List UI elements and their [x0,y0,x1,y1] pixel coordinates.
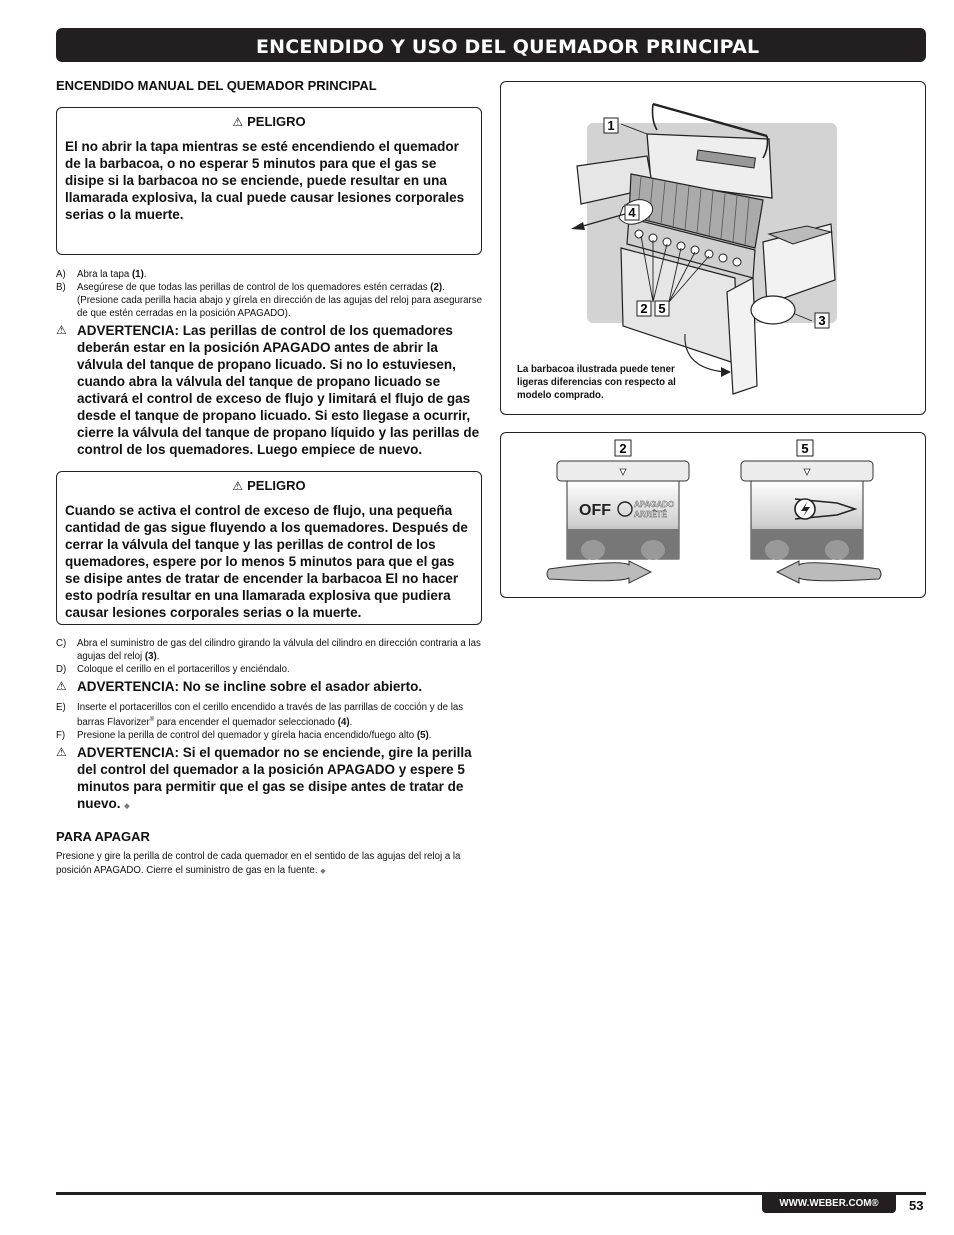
callout-1-label: 1 [607,118,615,133]
warning-triangle-icon: ⚠ [232,115,244,129]
end-diamond-icon: ◆ [320,868,326,876]
danger-text: El no abrir la tapa mientras se esté encendiendo el quemador de la barbacoa, o no esperar 5 minutos para que el gas se disipe si la barbacoa no se enciende, puede resultar en una llamarada explosiva, la cual puede causar lesiones corporales serias o la muerte. [65,139,465,222]
callout-3-label: 3 [818,313,826,328]
page-number: 53 [909,1198,924,1213]
callout-2-label: 2 [619,441,627,456]
knob-figure [500,432,926,598]
section-off-text: Presione y gire la perilla de control de cada quemador en el sentido de las agujas del reloj a la posición APAGADO. Cierre el suministro de gas en la fuente. ◆ [56,851,461,877]
step-c: C) Abra el suministro de gas del cilindro girando la válvula del cilindro en dirección contraria a las agujas del reloj (3). [56,638,481,662]
step-f: F) Presione la perilla de control del quemador y gírela hacia encendido/fuego alto (5). [56,730,432,742]
apagado-label: APAGADO [634,500,675,509]
section-heading-manual: ENCENDIDO MANUAL DEL QUEMADOR PRINCIPAL [56,78,377,93]
counterclockwise-arrow-icon [777,561,881,583]
arrete-label: ARRÊTÉ [634,510,667,519]
warning-2: ⚠ ADVERTENCIA: No se incline sobre el asador abierto. [56,679,423,694]
section-heading-off: PARA APAGAR [56,829,150,845]
clockwise-arrow-icon [547,561,651,583]
callout-4-label: 4 [628,205,636,220]
danger-box-2 [56,471,482,625]
step-a: A) Abra la tapa (1). [56,269,147,280]
warning-3: ⚠ ADVERTENCIA: Si el quemador no se enciende, gire la perilla del control del quemador a la posición APAGADO y espere 5 minutos para permitir que el gas se disipe antes de tratar de nuevo. ◆ [56,744,482,815]
knob-illustration [501,433,927,599]
warning-triangle-icon: ⚠ [232,479,244,493]
danger-box-1 [56,107,482,255]
warning-triangle-icon: ⚠ [56,745,67,760]
step-d: D) Coloque el cerillo en el portacerillos y enciéndalo. [56,664,290,675]
step-e: E) Inserte el portacerillos con el cerillo encendido a través de las parrillas de cocción y de las barras Flavorizer® para encender el quemador seleccionado (4). [56,702,464,729]
figure-caption: La barbacoa ilustrada puede tener ligeras diferencias con respecto al modelo comprado. [517,364,676,401]
warning-1: ⚠ ADVERTENCIA: Las perillas de control de los quemadores deberán estar en la posición APAGADO antes de abrir la válvula del tanque de propano licuado. Si no lo estuviesen, cuando abra la válvula del tanque de propano licuado se activará el control de exceso de flujo y limitará el flujo de gas desde el tanque de propano licuado. Si esto llegase a ocurrir, cierre la válvula del tanque de propano líquido y las perillas de control de los quemadores. Luego empiece de nuevo. [56,323,480,457]
danger-text: Cuando se activa el control de exceso de flujo, una pequeña cantidad de gas sigue fluyendo a los quemadores. Después de cerrar la válvula del tanque y las perillas de control de los quemadores, espere por lo menos 5 minutos para que el gas se disipe antes de tratar de encender la barbacoa El no hacer esto podría resultar en una llamarada explosiva que pudiera causar lesiones corporales serias o la muerte. [65,503,468,620]
end-diamond-icon: ◆ [124,803,130,811]
knob-ignite [741,461,873,560]
warning-triangle-icon: ⚠ [56,323,67,337]
danger-title: ⚠ PELIGRO [232,114,306,129]
callout-2-label: 2 [640,301,648,316]
warning-triangle-icon: ⚠ [56,679,67,693]
step-b: B) Asegúrese de que todas las perillas de control de los quemadores estén cerradas (2). (Presione cada perilla hacia abajo y gírela en dirección de las agujas del reloj para asegurarse de que estén cerradas en la posición APAGADO). [56,282,482,319]
steps-c-f [56,637,482,815]
steps-a-b [56,268,482,458]
danger-title: ⚠ PELIGRO [232,478,306,493]
left-column [56,78,482,879]
page-title: ENCENDIDO Y USO DEL QUEMADOR PRINCIPAL [56,28,926,62]
footer-url[interactable]: WWW.WEBER.COM® [762,1195,896,1213]
callout-5-label: 5 [658,301,666,316]
knob-off [557,461,689,560]
grill-figure [500,81,926,415]
callout-5-label: 5 [801,441,809,456]
off-label: OFF [579,502,611,519]
